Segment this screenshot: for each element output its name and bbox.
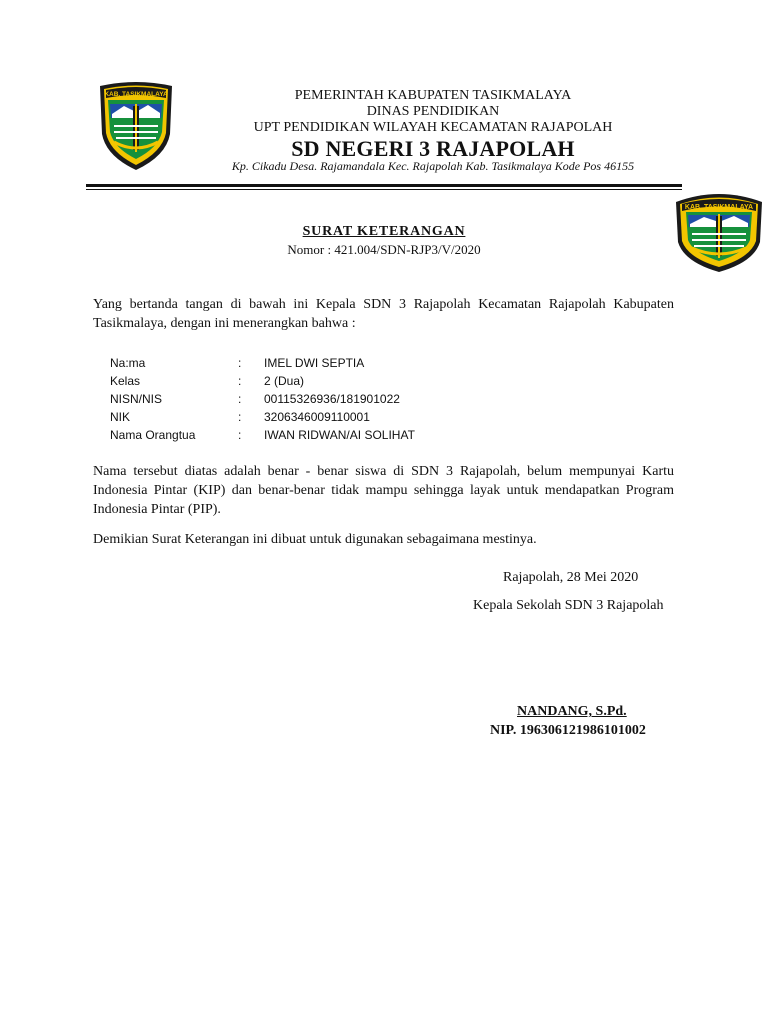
info-label: Na:ma: [110, 356, 146, 370]
header-divider-thick: [86, 184, 682, 187]
signature-position: Kepala Sekolah SDN 3 Rajapolah: [473, 598, 664, 613]
info-row-nisn: [110, 390, 415, 408]
body-paragraph: Nama tersebut diatas adalah benar - benar siswa di SDN 3 Rajapolah, belum mempunyai Kartu Indonesia Pintar (KIP) dan benar-benar tidak mampu sehingga layak untuk mendapatkan Program Indonesia Pintar (PIP).: [93, 464, 674, 517]
header-department: DINAS PENDIDIKAN: [366, 104, 500, 119]
info-value: 3206346009110001: [264, 410, 370, 424]
header-school-name: SD NEGERI 3 RAJAPOLAH: [291, 136, 575, 161]
info-separator: :: [238, 374, 242, 388]
signature-nip: NIP. 196306121986101002: [490, 723, 646, 738]
signature-name: NANDANG, S.Pd.: [517, 704, 627, 719]
signature-place-date: Rajapolah, 28 Mei 2020: [503, 570, 639, 585]
info-value: IWAN RIDWAN/AI SOLIHAT: [264, 428, 415, 442]
info-separator: :: [238, 392, 242, 406]
info-separator: :: [238, 356, 242, 370]
info-separator: :: [238, 428, 242, 442]
info-value: 2 (Dua): [264, 374, 305, 388]
info-label: Nama Orangtua: [110, 428, 196, 442]
info-label: NIK: [110, 410, 131, 424]
info-label: Kelas: [110, 374, 141, 388]
header-unit: UPT PENDIDIKAN WILAYAH KECAMATAN RAJAPOLAH: [253, 120, 613, 135]
header-government: PEMERINTAH KABUPATEN TASIKMALAYA: [294, 88, 572, 103]
header-address: Kp. Cikadu Desa. Rajamandala Kec. Rajapolah Kab. Tasikmalaya Kode Pos 46155: [231, 159, 635, 173]
letter-number: Nomor : 421.004/SDN-RJP3/V/2020: [287, 242, 481, 257]
info-value: IMEL DWI SEPTIA: [264, 356, 365, 370]
header-divider-thin: [86, 189, 682, 190]
student-info: [110, 354, 415, 444]
info-value: 00115326936/181901022: [264, 392, 400, 406]
logo-text: KAB. TASIKMALAYA: [104, 91, 168, 98]
info-row-nik: [110, 408, 415, 426]
letter-title: SURAT KETERANGAN: [302, 224, 466, 239]
closing-paragraph: Demikian Surat Keterangan ini dibuat untuk digunakan sebagaimana mestinya.: [93, 532, 537, 547]
info-row-parents: [110, 426, 415, 444]
intro-paragraph: Yang bertanda tangan di bawah ini Kepala SDN 3 Rajapolah Kecamatan Rajapolah Kabupaten Tasikmalaya, dengan ini menerangkan bahwa :: [93, 297, 674, 331]
info-row-name: [110, 354, 415, 372]
info-row-class: [110, 372, 415, 390]
info-label: NISN/NIS: [110, 392, 163, 406]
logo-text-right: KAB. TASIKMALAYA: [684, 204, 754, 211]
info-separator: :: [238, 410, 242, 424]
